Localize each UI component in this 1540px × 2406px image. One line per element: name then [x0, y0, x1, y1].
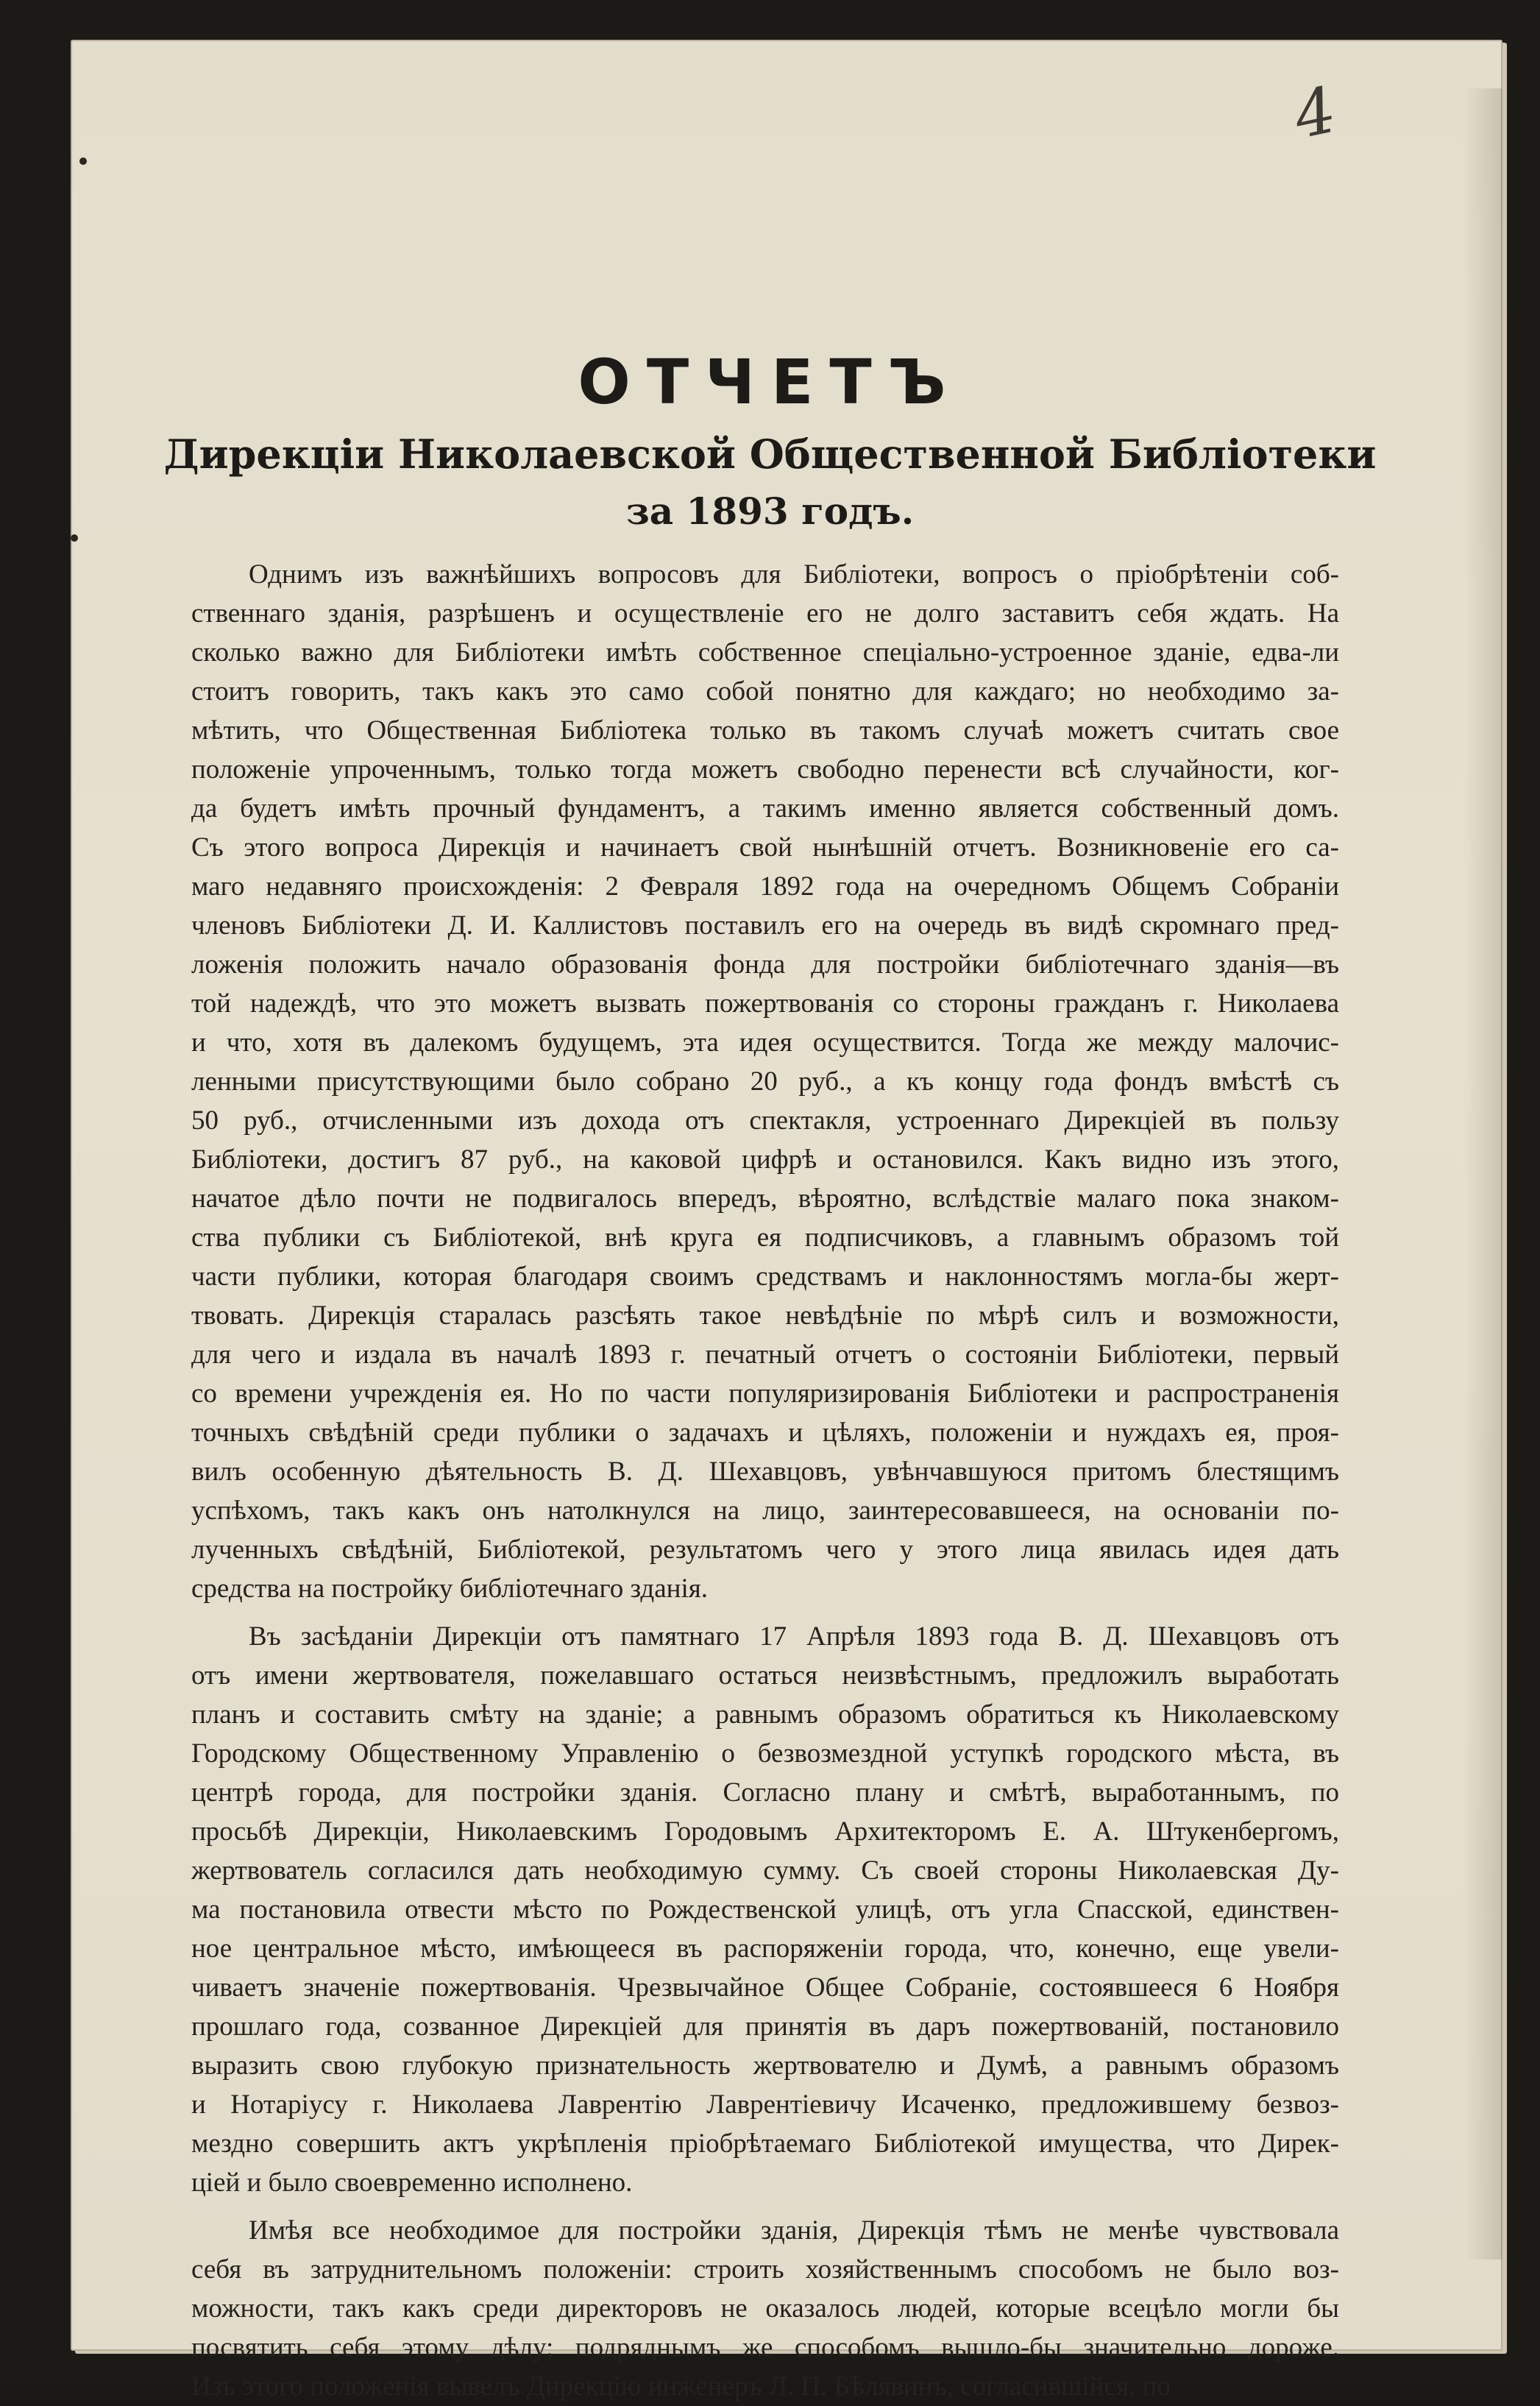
text-line: со времени учрежденія ея. Но по части популяризированія Библіотеки и распространенія — [191, 1379, 1339, 1409]
text-line: можности, такъ какъ среди директоровъ не оказалось людей, которые всецѣло могли бы — [191, 2293, 1339, 2324]
text-line: мездно совершить актъ укрѣпленія пріобрѣтаемаго Библіотекой имущества, что Дирек- — [191, 2129, 1339, 2159]
paragraph — [191, 2211, 1339, 2406]
text-line: стоитъ говорить, такъ какъ это само собой понятно для каждаго; но необходимо за- — [191, 676, 1339, 707]
handwritten-page-number: 4 — [1288, 73, 1343, 154]
text-line: 50 руб., отчисленными изъ дохода отъ спектакля, устроеннаго Дирекціей въ пользу — [191, 1105, 1339, 1136]
paragraph-gap — [191, 2202, 1339, 2211]
text-line: положеніе упроченнымъ, только тогда можетъ свободно перенести всѣ случайности, ког- — [191, 754, 1339, 785]
text-line: той надеждѣ, что это можетъ вызвать пожертвованія со стороны гражданъ г. Николаева — [191, 988, 1339, 1019]
text-line: ленными присутствующими было собрано 20 руб., а къ концу года фондъ вмѣстѣ съ — [191, 1066, 1339, 1097]
text-line: Имѣя все необходимое для постройки зданія, Дирекція тѣмъ не менѣе чувствовала — [249, 2215, 1339, 2246]
text-line: твовать. Дирекція старалась разсѣять такое невѣдѣніе по мѣрѣ силъ и возможности, — [191, 1301, 1339, 1331]
text-line: Съ этого вопроса Дирекція и начинаетъ свой нынѣшній отчетъ. Возникновеніе его са- — [191, 832, 1339, 863]
text-line: ціей и было своевременно исполнено. — [191, 2168, 633, 2198]
text-line: Въ засѣданіи Дирекціи отъ памятнаго 17 Апрѣля 1893 года В. Д. Шехавцовъ отъ — [249, 1621, 1339, 1652]
text-line: вилъ особенную дѣятельность В. Д. Шехавцовъ, увѣнчавшуюся притомъ блестящимъ — [191, 1457, 1339, 1487]
document-subtitle: Дирекціи Николаевской Общественной Библіотеки — [163, 431, 1377, 478]
text-line: выразить свою глубокую признательность жертвователю и Думѣ, а равнымъ образомъ — [191, 2051, 1339, 2081]
text-line: части публики, которая благодаря своимъ средствамъ и наклонностямъ могла-бы жерт- — [191, 1262, 1339, 1292]
text-line: Однимъ изъ важнѣйшихъ вопросовъ для Библіотеки, вопросъ о пріобрѣтеніи соб- — [249, 559, 1339, 590]
text-line: ложенія положить начало образованія фонда для постройки библіотечнаго зданія—въ — [191, 949, 1339, 980]
text-line: успѣхомъ, такъ какъ онъ натолкнулся на лицо, заинтересовавшееся, на основаніи по- — [191, 1496, 1339, 1526]
text-line: для чего и издала въ началѣ 1893 г. печатный отчетъ о состояніи Библіотеки, первый — [191, 1340, 1339, 1370]
text-line: планъ и составить смѣту на зданіе; а равнымъ образомъ обратиться къ Николаевскому — [191, 1699, 1339, 1730]
text-line: маго недавняго происхожденія: 2 Февраля 1892 года на очередномъ Общемъ Собраніи — [191, 871, 1339, 902]
paragraph — [191, 555, 1339, 1608]
text-line: да будетъ имѣть прочный фундаментъ, а такимъ именно является собственный домъ. — [191, 793, 1339, 824]
text-line: посвятить себя этому дѣлу; подряднымъ же способомъ вышло-бы значительно дороже. — [191, 2332, 1339, 2363]
text-line: ное центральное мѣсто, имѣющееся въ распоряженіи города, что, конечно, еще увели- — [191, 1933, 1339, 1964]
text-line: сколько важно для Библіотеки имѣть собственное спеціально-устроенное зданіе, едва-ли — [191, 637, 1339, 668]
text-line: ства публики съ Библіотекой, внѣ круга ея подписчиковъ, а главнымъ образомъ той — [191, 1223, 1339, 1253]
text-line: просьбѣ Дирекціи, Николаевскимъ Городовымъ Архитекторомъ Е. А. Штукенбергомъ, — [191, 1816, 1339, 1847]
text-line: лученныхъ свѣдѣній, Библіотекой, результатомъ чего у этого лица явилась идея дать — [191, 1535, 1339, 1565]
text-line: Библіотеки, достигъ 87 руб., на каковой цифрѣ и остановился. Какъ видно изъ этого, — [191, 1144, 1339, 1175]
text-line: ственнаго зданія, разрѣшенъ и осуществленіе его не долго заставитъ себя ждать. На — [191, 598, 1339, 629]
text-line: ма постановила отвести мѣсто по Рождественской улицѣ, отъ угла Спасской, единствен- — [191, 1894, 1339, 1925]
document-title: ОТЧЕТЪ — [578, 346, 962, 418]
text-line: жертвователь согласился дать необходимую сумму. Съ своей стороны Николаевская Ду- — [191, 1855, 1339, 1886]
text-line: чиваетъ значеніе пожертвованія. Чрезвычайное Общее Собраніе, состоявшееся 6 Ноября — [191, 1972, 1339, 2003]
text-line: и что, хотя въ далекомъ будущемъ, эта идея осуществится. Тогда же между малочис- — [191, 1027, 1339, 1058]
report-body — [191, 555, 1339, 2406]
text-line: начатое дѣло почти не подвигалось впередъ, вѣроятно, вслѣдствіе малаго пока знаком- — [191, 1183, 1339, 1214]
text-line: точныхъ свѣдѣній среди публики о задачахъ и цѣляхъ, положеніи и нуждахъ ея, проя- — [191, 1418, 1339, 1448]
document-year: за 1893 годъ. — [625, 489, 915, 533]
text-line: членовъ Библіотеки Д. И. Каллистовъ поставилъ его на очередь въ видѣ скромнаго пред- — [191, 910, 1339, 941]
text-line: Изъ этого положенія вывелъ Дирекцію инженеръ Л. П. Бѣлявинъ, согласившійся, по — [191, 2371, 1171, 2402]
text-line: центрѣ города, для постройки зданія. Согласно плану и смѣтѣ, выработаннымъ, по — [191, 1777, 1339, 1808]
paragraph — [191, 1617, 1339, 2202]
binding-hole-mark — [79, 158, 87, 165]
text-line: отъ имени жертвователя, пожелавшаго остаться неизвѣстнымъ, предложилъ выработать — [191, 1660, 1339, 1691]
text-line: мѣтить, что Общественная Библіотека только въ такомъ случаѣ можетъ считать свое — [191, 715, 1339, 746]
paragraph-gap — [191, 1608, 1339, 1617]
text-line: прошлаго года, созванное Дирекціей для принятія въ даръ пожертвованій, постановило — [191, 2012, 1339, 2042]
text-line: средства на постройку библіотечнаго зданія. — [191, 1574, 709, 1604]
binding-hole-mark — [71, 534, 78, 542]
text-line: себя въ затруднительномъ положеніи: строить хозяйственнымъ способомъ не было воз- — [191, 2254, 1339, 2285]
text-line: и Нотаріусу г. Николаева Лаврентію Лаврентіевичу Исаченко, предложившему безвоз- — [191, 2090, 1339, 2120]
text-line: Городскому Общественному Управленію о безвозмездной уступкѣ городского мѣста, въ — [191, 1738, 1339, 1769]
